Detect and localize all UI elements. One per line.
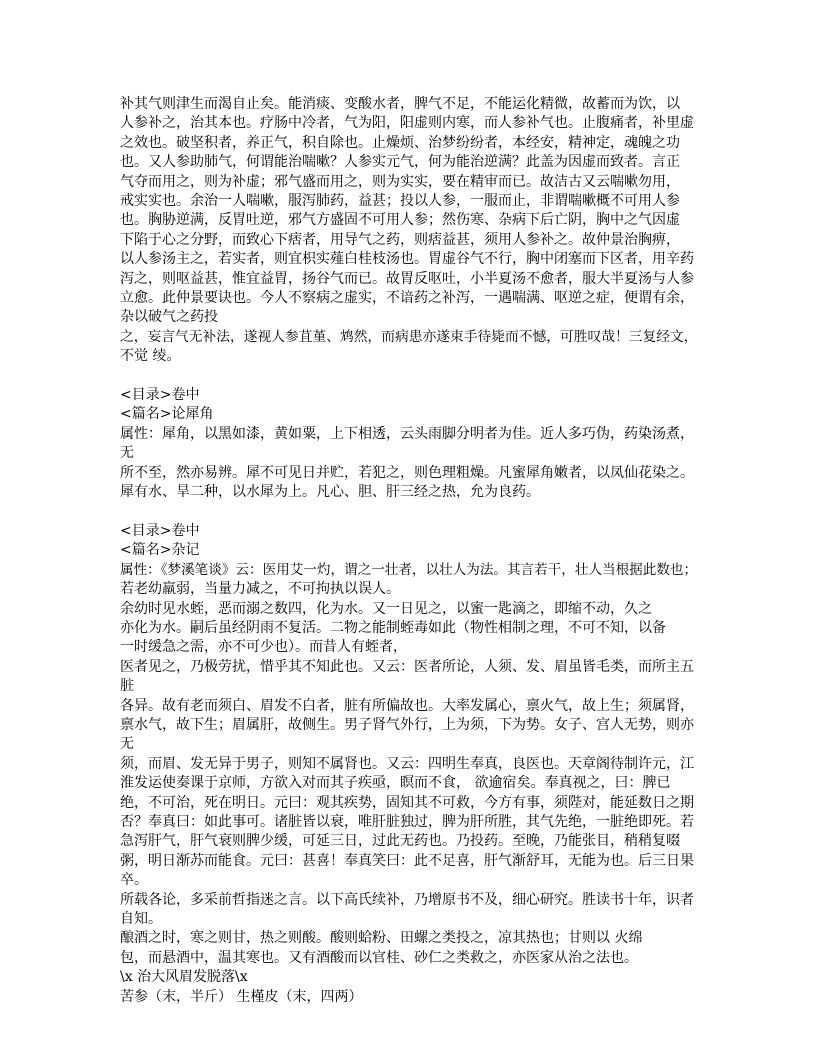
- text-line: 所载各论，多采前哲指迷之言。以下高氏续补，乃增原书不及，细心研究。胜读书十年，识者: [120, 891, 694, 908]
- text-line: 亦化为水。嗣后虽经阴雨不复活。二物之能制蛭毒如此（物性相制之理，不可不知，以备: [120, 619, 666, 636]
- text-line: 之效也。破坚积者，养正气，积自除也。止燥烦、治梦纷纷者，本经安，精神定，魂魄之功: [120, 134, 680, 151]
- text-line: 余幼时见水蛭，恶而溺之数四，化为水。又一日见之，以蜜一匙滴之，即缩不动，久之: [120, 600, 652, 617]
- text-line: 泻之，则呕益甚，惟宜益胃，扬谷气而已。故胃反呕吐，小半夏汤不愈者，服大半夏汤与人参: [120, 270, 694, 287]
- catalog-heading: <目录>卷中: [120, 522, 200, 539]
- text-line: 立愈。此仲景要诀也。今人不察病之虚实，不谙药之补泻，一遇喘满、呕逆之症，便谓有余，: [120, 290, 694, 307]
- spacer: [120, 503, 702, 522]
- text-line: 无: [120, 445, 134, 462]
- spacer: [120, 367, 702, 386]
- article-title: <篇名>论犀角: [120, 406, 214, 423]
- text-line: 急泻肝气，肝气衰则脾少缓，可延三日，过此无药也。乃投药。至晚，乃能张目，稍稍复啜: [120, 833, 680, 850]
- text-line: 酿酒之时，寒之则甘，热之则酸。酸则蛤粉、田螺之类投之，凉其热也；甘则以 火绵: [120, 930, 643, 947]
- catalog-heading: <目录>卷中: [120, 387, 200, 404]
- section-miscellany: [120, 522, 702, 1007]
- section-rhino-horn: [120, 386, 702, 502]
- text-line: 若老幼羸弱，当量力减之，不可拘执以误人。: [120, 581, 400, 598]
- document-page: [120, 95, 702, 1007]
- text-line: 一时缓急之需，亦不可少也）。而昔人有蛭者，: [120, 639, 407, 656]
- text-line: 也。又人参助肺气，何谓能治喘嗽？人参实元气，何为能治逆满？此盖为因虚而致者。言正: [120, 154, 680, 171]
- text-line: 杂以破气之药投: [120, 309, 218, 326]
- text-line: 包，而悬酒中，温其寒也。又有酒酸而以官桂、砂仁之类救之，亦医家从治之法也。: [120, 949, 638, 966]
- text-line: 下陷于心之分野，而致心下痞者，用导气之药，则痞益甚，须用人参补之。故仲景治胸痹，: [120, 231, 680, 248]
- text-line: 属性：《梦溪笔谈》云：医用艾一灼，谓之一壮者，以壮人为法。其言若干，壮人当根据此数也；: [120, 561, 698, 578]
- text-line: 也。胸胁逆满，反胃吐逆，邪气方盛固不可用人参；然伤寒、杂病下后亡阴，胸中之气因虚: [120, 212, 680, 229]
- text-line: 医者见之，乃极劳扰，惜乎其不知此也。又云：医者所论，人须、发、眉虽皆毛类，而所主五: [120, 658, 694, 675]
- text-line: 禀水气，故下生；眉属肝，故侧生。男子肾气外行，上为须，下为势。女子、宫人无势，则亦: [120, 716, 694, 733]
- text-line: 补其气则津生而渴自止矣。能消痰、变酸水者，脾气不足，不能运化精微，故蓄而为饮，以: [120, 96, 680, 112]
- text-line: 无: [120, 736, 134, 753]
- prescription-ingredients: 苦参（末，半斤） 生槿皮（末，四两）: [120, 988, 363, 1005]
- text-line: 之，妄言气无补法，遂视人参苴堇、鸩然，而病患亦遂束手待毙而不憾，可胜叹哉！三复经文，: [120, 328, 698, 345]
- text-line: 自知。: [120, 911, 162, 928]
- text-line: 戒实实也。余治一人喘嗽，服泻肺药，益甚；投以人参，一服而止，非谓喘嗽概不可用人参: [120, 193, 680, 210]
- text-line: 淮发运使奏课于京师，方欲入对而其子疾亟，瞑而不食， 欲逾宿矣。奉真视之，曰：脾已: [120, 775, 671, 792]
- text-line: 人参补之，治其本也。疗肠中冷者，气为阳，阳虚则内寒，而人参补气也。止腹痛者，补里虚: [120, 115, 694, 132]
- text-line: 属性：犀角，以黑如漆，黄如粟，上下相透，云头雨脚分明者为佳。近人多巧伪，药染汤煮，: [120, 425, 694, 442]
- text-line: 犀有水、旱二种，以水犀为上。凡心、胆、肝三经之热，允为良药。: [120, 484, 540, 501]
- text-line: 否？奉真曰：如此事可。诸脏皆以衰，唯肝脏独过，脾为肝所胜，其气先绝，一脏绝即死。若: [120, 814, 694, 830]
- article-title: <篇名>杂记: [120, 542, 200, 559]
- text-line: 脏: [120, 678, 134, 695]
- text-line: 各异。故有老而须白、眉发不白者，脏有所偏故也。大率发属心，禀火气，故上生；须属肾，: [120, 697, 694, 714]
- section-ginseng-text: [120, 95, 702, 367]
- text-line: 须，而眉、发无异于男子，则知不属肾也。又云：四明生奉真，良医也。天章阁待制许元，江: [120, 755, 694, 772]
- text-line: 绝，不可治，死在明日。元曰：观其疾势，固知其不可救，今方有事，须陛对，能延数日之期: [120, 794, 694, 811]
- text-line: 以人参汤主之，若实者，则宜枳实薤白桂枝汤也。胃虚谷气不行，胸中闭塞而下区者，用辛药: [120, 251, 694, 268]
- text-line: 不觉 绫。: [120, 348, 181, 365]
- text-line: 卒。: [120, 872, 148, 889]
- text-line: 所不至，然亦易辨。犀不可见日并贮，若犯之，则色理粗燥。凡蜜犀角嫩者，以凤仙花染之。: [120, 464, 694, 481]
- text-line: 气夺而用之，则为补虚；邪气盛而用之，则为实实，要在精审而已。故洁古又云喘嗽勿用，: [120, 173, 680, 190]
- prescription-heading: \x 治大风眉发脱落\x: [120, 969, 248, 986]
- text-line: 粥，明日渐苏而能食。元曰：甚喜！奉真笑曰：此不足喜，肝气渐舒耳，无能为也。后三日果: [120, 852, 694, 869]
